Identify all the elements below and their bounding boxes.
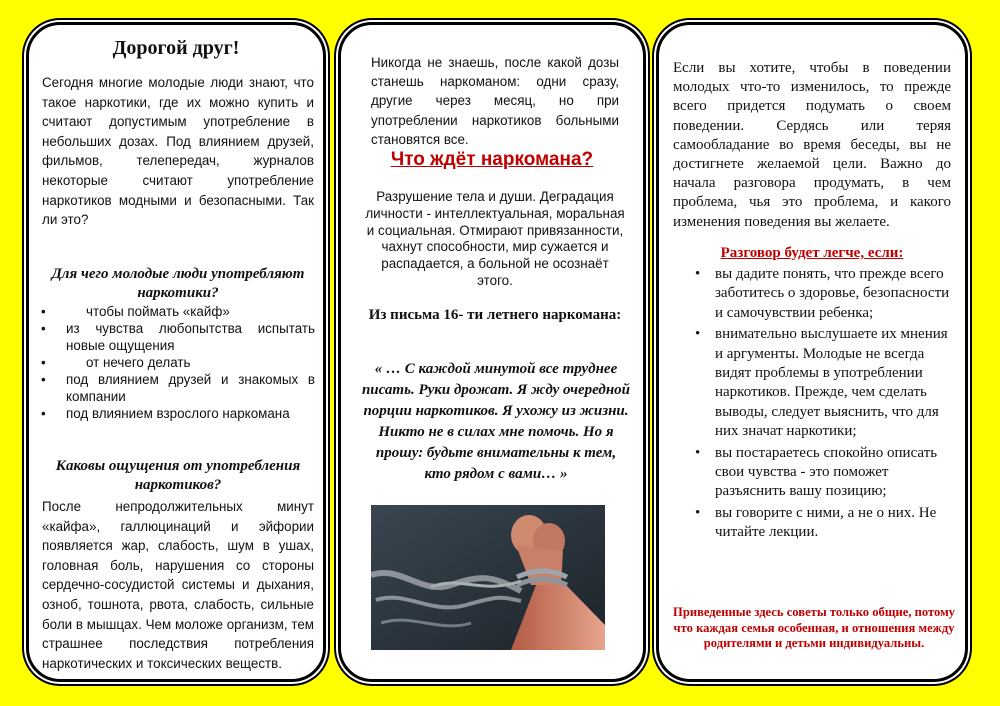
closing-note: Приведенные здесь советы только общие, потому что каждая семья особенная, и отношения между родителями и детьми индивидуальны. — [673, 605, 955, 651]
bullet-icon: • — [695, 326, 701, 343]
intro-paragraph: Если вы хотите, чтобы в поведении молодых что-то изменилось, то прежде всего придется подумать о своем поведении. Сердясь или теряя самообладание во время беседы, вы не достигнете желаемой цели. Важно до начала разговора продумать, в чем проблема, чья это проблема, и какого изменения поведения вы желаете. — [673, 60, 951, 230]
list-item: • вы говорите с ними, а не о них. Не читайте лекции. — [695, 504, 937, 541]
letter-quote: « … С каждой минутой все труднее писать. Руки дрожат. Я жду очередной порции наркотиков. Я ухожу из жизни. Никто не в силах мне помочь. Но я прошу: будьте внимательны к тем, кто рядом с вами… » — [361, 361, 631, 482]
consequences-paragraph: Разрушение тела и души. Деградация личности - интеллектуальная, моральная и социальная. Отмирают привязанности, чахнут способности, мир сужается и распадается, а больной не осознаёт этого. — [365, 189, 625, 288]
list-item: • вы постараетесь спокойно описать свои чувства - это поможет разъяснить вашу позицию; — [695, 444, 938, 500]
bullet-icon: • — [41, 372, 46, 387]
list-item: • под влиянием друзей и знакомых в компании — [41, 372, 315, 404]
bullet-icon: • — [695, 266, 701, 282]
bound-hands-image — [371, 505, 605, 650]
tips-heading: Разговор будет легче, если: — [720, 245, 904, 261]
bullet-icon: • — [695, 504, 701, 521]
list-item: • чтобы поймать «кайф» — [41, 304, 230, 319]
list-item: • под влиянием взрослого наркомана — [41, 406, 290, 421]
list-item: • из чувства любопытства испытать новые ощущения — [41, 321, 315, 353]
letter-heading: Из письма 16- ти летнего наркомана: — [368, 307, 622, 323]
list-item: • вы дадите понять, что прежде всего заботитесь о здоровье, безопасности и самочувствии ребенка; — [695, 266, 950, 321]
bullet-icon: • — [695, 444, 701, 461]
list-item: • внимательно выслушаете их мнения и аргументы. Молодые не всегда видят проблемы в употреблении наркотиков. Прежде, чем сделать выводы, следует выяснить, что для них значат наркотики; — [695, 326, 948, 440]
reasons-list — [39, 303, 315, 422]
panel-middle — [338, 22, 646, 682]
greeting-title: Дорогой друг! — [112, 37, 240, 59]
list-item: • от нечего делать — [41, 355, 191, 370]
tips-list — [673, 265, 953, 545]
reasons-heading: Для чего молодые люди употребляют наркотики? — [51, 266, 305, 301]
bullet-icon: • — [41, 406, 46, 421]
what-awaits-heading: Что ждёт наркомана? — [390, 149, 594, 170]
panel-left — [26, 22, 326, 682]
panel-right — [656, 22, 968, 682]
bullet-icon: • — [41, 355, 46, 370]
intro-paragraph: Сегодня многие молодые люди знают, что такое наркотики, где их можно купить и считают допустимым употребление в небольших дозах. Под влиянием друзей, фильмов, телепередач, журналов некоторые считают употребление наркотиков модными и безопасными. Так ли это? — [42, 75, 314, 228]
bullet-icon: • — [41, 321, 46, 336]
intro-paragraph: Никогда не знаешь, после какой дозы станешь наркоманом: одни сразу, другие через месяц, но при употреблении наркотиков больными становятся все. — [371, 55, 619, 147]
bullet-icon: • — [41, 304, 46, 319]
sensations-heading: Каковы ощущения от употребления наркотиков? — [55, 458, 301, 493]
sensations-paragraph: После непродолжительных минут «кайфа», галлюцинаций и эйфории появляется жар, слабость, шум в ушах, головная боль, нарушения со стороны сердечно-сосудистой системы и дыхания, озноб, тошнота, рвота, слабость, сильные боли в мышцах. Чем моложе организм, тем страшнее последствия потребления наркотических и токсических веществ. — [42, 499, 314, 671]
